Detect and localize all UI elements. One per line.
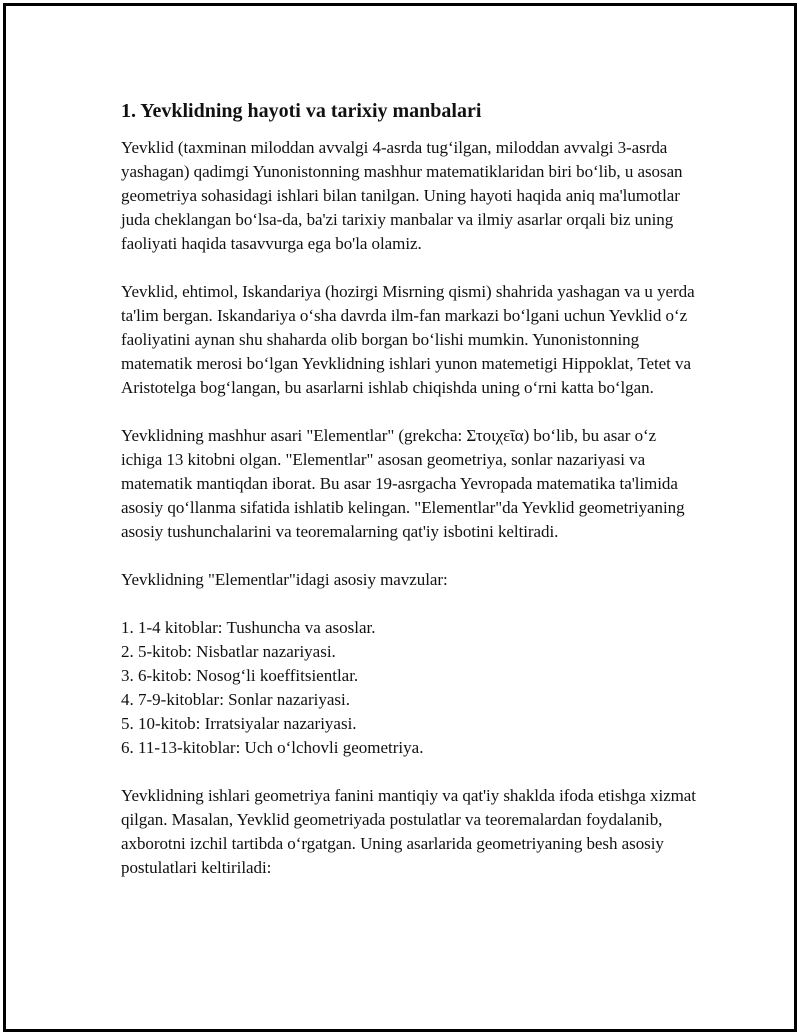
topics-list: [121, 616, 701, 760]
list-item: 2. 5-kitob: Nisbatlar nazariyasi.: [121, 642, 336, 661]
paragraph-topics-intro: Yevklidning "Elementlar"idagi asosiy mavzular:: [121, 570, 448, 589]
list-item: 5. 10-kitob: Irratsiyalar nazariyasi.: [121, 714, 357, 733]
paragraph-postulates: Yevklidning ishlari geometriya fanini mantiqiy va qat'iy shaklda ifoda etishga xizmat qilgan. Masalan, Yevklid geometriyada postulatlar va teoremalardan foydalanib, axborotni izchil tartibda oʻrgatgan. Uning asarlarida geometriyaning besh asosiy postulatlari keltiriladi:: [121, 786, 696, 877]
document-body: [121, 98, 701, 904]
paragraph-alexandria: Yevklid, ehtimol, Iskandariya (hozirgi Misrning qismi) shahrida yashagan va u yerda ta'lim bergan. Iskandariya oʻsha davrda ilm-fan markazi boʻlgani uchun Yevklid oʻz faoliyatini aynan shu shaharda olib borgan boʻlishi mumkin. Yunonistonning matematik merosi boʻlgan Yevklidning ishlari yunon matemetigi Hippoklat, Tetet va Aristotelga bogʻlangan, bu asarlarni ishlab chiqishda uning oʻrni katta boʻlgan.: [121, 282, 695, 397]
list-item: 1. 1-4 kitoblar: Tushuncha va asoslar.: [121, 618, 376, 637]
paragraph-biography: Yevklid (taxminan miloddan avvalgi 4-asrda tugʻilgan, miloddan avvalgi 3-asrda yashagan) qadimgi Yunonistonning mashhur matematiklaridan biri boʻlib, u asosan geometriya sohasidagi ishlari bilan tanilgan. Uning hayoti haqida aniq ma'lumotlar juda cheklangan boʻlsa-da, ba'zi tarixiy manbalar va ilmiy asarlar orqali biz uning faoliyati haqida tasavvurga ega bo'la olamiz.: [121, 138, 683, 253]
list-item: 6. 11-13-kitoblar: Uch oʻlchovli geometriya.: [121, 738, 424, 757]
paragraph-elements: Yevklidning mashhur asari "Elementlar" (grekcha: Στοιχεῖα) boʻlib, bu asar oʻz ichiga 13 kitobni olgan. "Elementlar" asosan geometriya, sonlar nazariyasi va matematik mantiqdan iborat. Bu asar 19-asrgacha Yevropada matematika ta'limida asosiy qoʻllanma sifatida ishlatib kelingan. "Elementlar"da Yevklid geometriyaning asosiy tushunchalarini va teoremalarning qat'iy isbotini keltiradi.: [121, 426, 685, 541]
list-item: 3. 6-kitob: Nosogʻli koeffitsientlar.: [121, 666, 359, 685]
list-item: 4. 7-9-kitoblar: Sonlar nazariyasi.: [121, 690, 350, 709]
page-frame: [3, 3, 797, 1032]
section-heading: 1. Yevklidning hayoti va tarixiy manbalari: [121, 100, 482, 122]
